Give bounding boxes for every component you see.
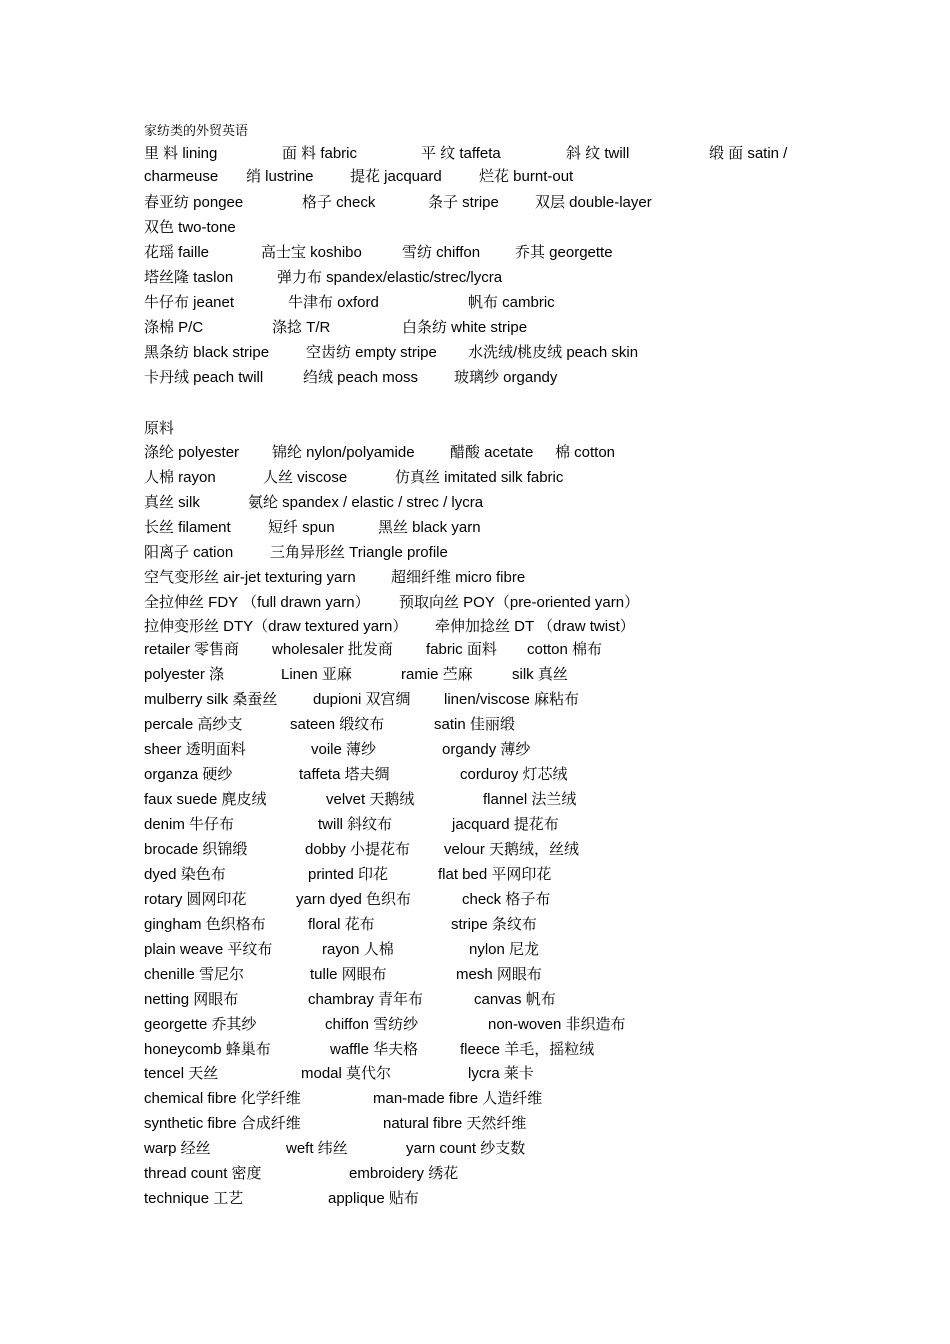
glossary-term: 黑条纺 black stripe	[144, 344, 270, 361]
glossary-line	[0, 740, 950, 762]
glossary-term: jacquard 提花布	[452, 816, 559, 833]
glossary-term: 氨纶 spandex / elastic / strec / lycra	[248, 494, 484, 511]
glossary-term: 牛仔布 jeanet	[144, 294, 235, 311]
glossary-term: 拉伸变形丝 DTY（draw textured yarn）	[144, 618, 408, 635]
glossary-term: netting 网眼布	[144, 991, 239, 1008]
glossary-line	[0, 193, 950, 215]
glossary-line	[0, 940, 950, 962]
glossary-term: 春亚纺 pongee	[144, 194, 244, 211]
glossary-line	[0, 243, 950, 265]
glossary-term: 提花 jacquard	[350, 168, 442, 185]
glossary-term: fabric 面料	[426, 641, 497, 658]
glossary-term: 棉 cotton	[555, 444, 616, 461]
glossary-term: twill 斜纹布	[318, 816, 393, 833]
glossary-term: natural fibre 天然纤维	[383, 1115, 527, 1132]
glossary-term: sheer 透明面料	[144, 741, 246, 758]
glossary-term: tencel 天丝	[144, 1065, 219, 1082]
glossary-term: voile 薄纱	[311, 741, 377, 758]
glossary-line	[0, 1114, 950, 1136]
glossary-term: 双色 two-tone	[144, 219, 236, 236]
glossary-term: 涤棉 P/C	[144, 319, 204, 336]
glossary-line	[0, 815, 950, 837]
glossary-term: 花瑶 faille	[144, 244, 210, 261]
glossary-line	[0, 543, 950, 565]
glossary-term: 锦纶 nylon/polyamide	[272, 444, 415, 461]
glossary-line	[0, 865, 950, 887]
glossary-term: 真丝 silk	[144, 494, 200, 511]
glossary-term: 斜 纹 twill	[566, 145, 630, 162]
glossary-term: dupioni 双宫绸	[313, 691, 411, 708]
glossary-term: fleece 羊毛，摇粒绒	[460, 1041, 595, 1058]
glossary-term: velvet 天鹅绒	[326, 791, 415, 808]
glossary-term: 人丝 viscose	[263, 469, 348, 486]
glossary-term: 涤捻 T/R	[272, 319, 331, 336]
glossary-line	[0, 368, 950, 390]
glossary-line	[0, 890, 950, 912]
glossary-term: 玻璃纱 organdy	[454, 369, 558, 386]
glossary-term: ramie 苎麻	[401, 666, 473, 683]
glossary-term: 格子 check	[302, 194, 376, 211]
glossary-term: 醋酸 acetate	[450, 444, 534, 461]
glossary-line	[0, 1089, 950, 1111]
glossary-term: chambray 青年布	[308, 991, 424, 1008]
glossary-term: stripe 条纹布	[451, 916, 537, 933]
glossary-line	[0, 1139, 950, 1161]
glossary-term: flat bed 平网印花	[438, 866, 552, 883]
glossary-term: 卡丹绒 peach twill	[144, 369, 264, 386]
glossary-term: rayon 人棉	[322, 941, 394, 958]
glossary-term: 仿真丝 imitated silk fabric	[395, 469, 564, 486]
glossary-term: satin 佳丽缎	[434, 716, 515, 733]
glossary-term: mesh 网眼布	[456, 966, 542, 983]
glossary-term: dobby 小提花布	[305, 841, 411, 858]
glossary-term: 三角异形丝 Triangle profile	[270, 544, 448, 561]
glossary-term: lycra 莱卡	[468, 1065, 534, 1082]
glossary-term: 黑丝 black yarn	[378, 519, 481, 536]
glossary-term: rotary 圆网印花	[144, 891, 247, 908]
glossary-term: 空齿纺 empty stripe	[306, 344, 437, 361]
glossary-term: 绡 lustrine	[246, 168, 314, 185]
glossary-term: 条子 stripe	[428, 194, 499, 211]
glossary-term: plain weave 平纹布	[144, 941, 273, 958]
glossary-term: weft 纬丝	[286, 1140, 348, 1157]
glossary-term: tulle 网眼布	[310, 966, 387, 983]
glossary-line	[0, 218, 950, 240]
glossary-term: 平 纹 taffeta	[421, 145, 501, 162]
glossary-line	[0, 965, 950, 987]
glossary-term: 烂花 burnt-out	[479, 168, 574, 185]
glossary-term: printed 印花	[308, 866, 389, 883]
glossary-term: 塔丝隆 taslon	[144, 269, 234, 286]
glossary-term: Linen 亚麻	[281, 666, 352, 683]
glossary-term: percale 高纱支	[144, 716, 243, 733]
glossary-term: 牛津布 oxford	[288, 294, 379, 311]
glossary-term: 乔其 georgette	[515, 244, 613, 261]
glossary-term: 短纤 spun	[268, 519, 335, 536]
glossary-term: waffle 华夫格	[330, 1041, 419, 1058]
glossary-term: 绉绒 peach moss	[303, 369, 419, 386]
glossary-term: 超细纤维 micro fibre	[391, 569, 526, 586]
glossary-term: mulberry silk 桑蚕丝	[144, 691, 278, 708]
glossary-term: georgette 乔其纱	[144, 1016, 257, 1033]
glossary-term: taffeta 塔夫绸	[299, 766, 390, 783]
glossary-line	[0, 593, 950, 615]
glossary-term: warp 经丝	[144, 1140, 211, 1157]
glossary-term: yarn count 纱支数	[406, 1140, 526, 1157]
glossary-term: dyed 染色布	[144, 866, 226, 883]
glossary-term: 雪纺 chiffon	[402, 244, 481, 261]
glossary-line	[0, 915, 950, 937]
glossary-term: 人棉 rayon	[144, 469, 216, 486]
glossary-line	[0, 493, 950, 515]
glossary-term: 白条纺 white stripe	[402, 319, 528, 336]
document-title: 家纺类的外贸英语	[144, 124, 249, 139]
glossary-line	[0, 1015, 950, 1037]
glossary-term: organza 硬纱	[144, 766, 233, 783]
glossary-term: modal 莫代尔	[301, 1065, 392, 1082]
glossary-term: applique 贴布	[328, 1190, 419, 1207]
glossary-term: technique 工艺	[144, 1190, 244, 1207]
glossary-term: faux suede 麂皮绒	[144, 791, 267, 808]
glossary-line	[0, 715, 950, 737]
glossary-term: 高士宝 koshibo	[261, 244, 362, 261]
glossary-term: check 格子布	[462, 891, 551, 908]
glossary-term: charmeuse	[144, 168, 219, 185]
glossary-term: 全拉伸丝 FDY （full drawn yarn）	[144, 594, 370, 611]
glossary-term: flannel 法兰绒	[483, 791, 577, 808]
glossary-term: 阳离子 cation	[144, 544, 234, 561]
glossary-line	[0, 568, 950, 590]
glossary-term: corduroy 灯芯绒	[460, 766, 568, 783]
glossary-term: retailer 零售商	[144, 641, 240, 658]
glossary-line	[0, 293, 950, 315]
glossary-term: wholesaler 批发商	[272, 641, 393, 658]
glossary-term: 牵伸加捻丝 DT （draw twist）	[435, 618, 635, 635]
glossary-line	[0, 840, 950, 862]
glossary-line	[0, 468, 950, 490]
glossary-term: 涤纶 polyester	[144, 444, 240, 461]
glossary-term: non-woven 非织造布	[488, 1016, 626, 1033]
glossary-term: chemical fibre 化学纤维	[144, 1090, 301, 1107]
glossary-line	[0, 1189, 950, 1211]
glossary-term: 长丝 filament	[144, 519, 231, 536]
glossary-line	[0, 690, 950, 712]
glossary-term: honeycomb 蜂巢布	[144, 1041, 271, 1058]
glossary-line	[0, 343, 950, 365]
glossary-line	[0, 144, 950, 166]
glossary-term: 预取向丝 POY（pre-oriented yarn）	[399, 594, 640, 611]
glossary-line	[0, 640, 950, 662]
glossary-term: silk 真丝	[512, 666, 568, 683]
glossary-line	[0, 443, 950, 465]
glossary-term: 空气变形丝 air-jet texturing yarn	[144, 569, 356, 586]
glossary-term: polyester 涤	[144, 666, 225, 683]
glossary-term: 水洗绒/桃皮绒 peach skin	[468, 344, 639, 361]
glossary-line	[0, 790, 950, 812]
glossary-term: 帆布 cambric	[468, 294, 555, 311]
glossary-term: yarn dyed 色织布	[296, 891, 412, 908]
glossary-term: 弹力布 spandex/elastic/strec/lycra	[277, 269, 503, 286]
glossary-term: floral 花布	[308, 916, 375, 933]
glossary-term: 面 料 fabric	[282, 145, 358, 162]
glossary-line	[0, 318, 950, 340]
glossary-term: brocade 织锦缎	[144, 841, 248, 858]
glossary-term: denim 牛仔布	[144, 816, 235, 833]
glossary-term: chenille 雪尼尔	[144, 966, 245, 983]
glossary-term: velour 天鹅绒，丝绒	[444, 841, 580, 858]
glossary-line	[0, 665, 950, 687]
glossary-line	[0, 1064, 950, 1086]
glossary-line	[0, 1164, 950, 1186]
glossary-line	[0, 167, 950, 189]
glossary-term: 双层 double-layer	[535, 194, 652, 211]
glossary-term: 缎 面 satin /	[709, 145, 788, 162]
glossary-term: cotton 棉布	[527, 641, 603, 658]
glossary-term: organdy 薄纱	[442, 741, 531, 758]
glossary-line	[0, 765, 950, 787]
glossary-line	[0, 268, 950, 290]
glossary-term: 里 料 lining	[144, 145, 218, 162]
glossary-term: nylon 尼龙	[469, 941, 540, 958]
glossary-term: man-made fibre 人造纤维	[373, 1090, 543, 1107]
glossary-line	[0, 617, 950, 639]
glossary-line	[0, 1040, 950, 1062]
glossary-term: gingham 色织格布	[144, 916, 266, 933]
glossary-term: linen/viscose 麻粘布	[444, 691, 580, 708]
glossary-term: sateen 缎纹布	[290, 716, 385, 733]
glossary-term: chiffon 雪纺纱	[325, 1016, 419, 1033]
glossary-term: synthetic fibre 合成纤维	[144, 1115, 301, 1132]
glossary-line	[0, 990, 950, 1012]
glossary-term: thread count 密度	[144, 1165, 262, 1182]
section-heading-raw-materials: 原料	[144, 419, 175, 437]
glossary-line	[0, 518, 950, 540]
glossary-term: embroidery 绣花	[349, 1165, 459, 1182]
glossary-term: canvas 帆布	[474, 991, 556, 1008]
